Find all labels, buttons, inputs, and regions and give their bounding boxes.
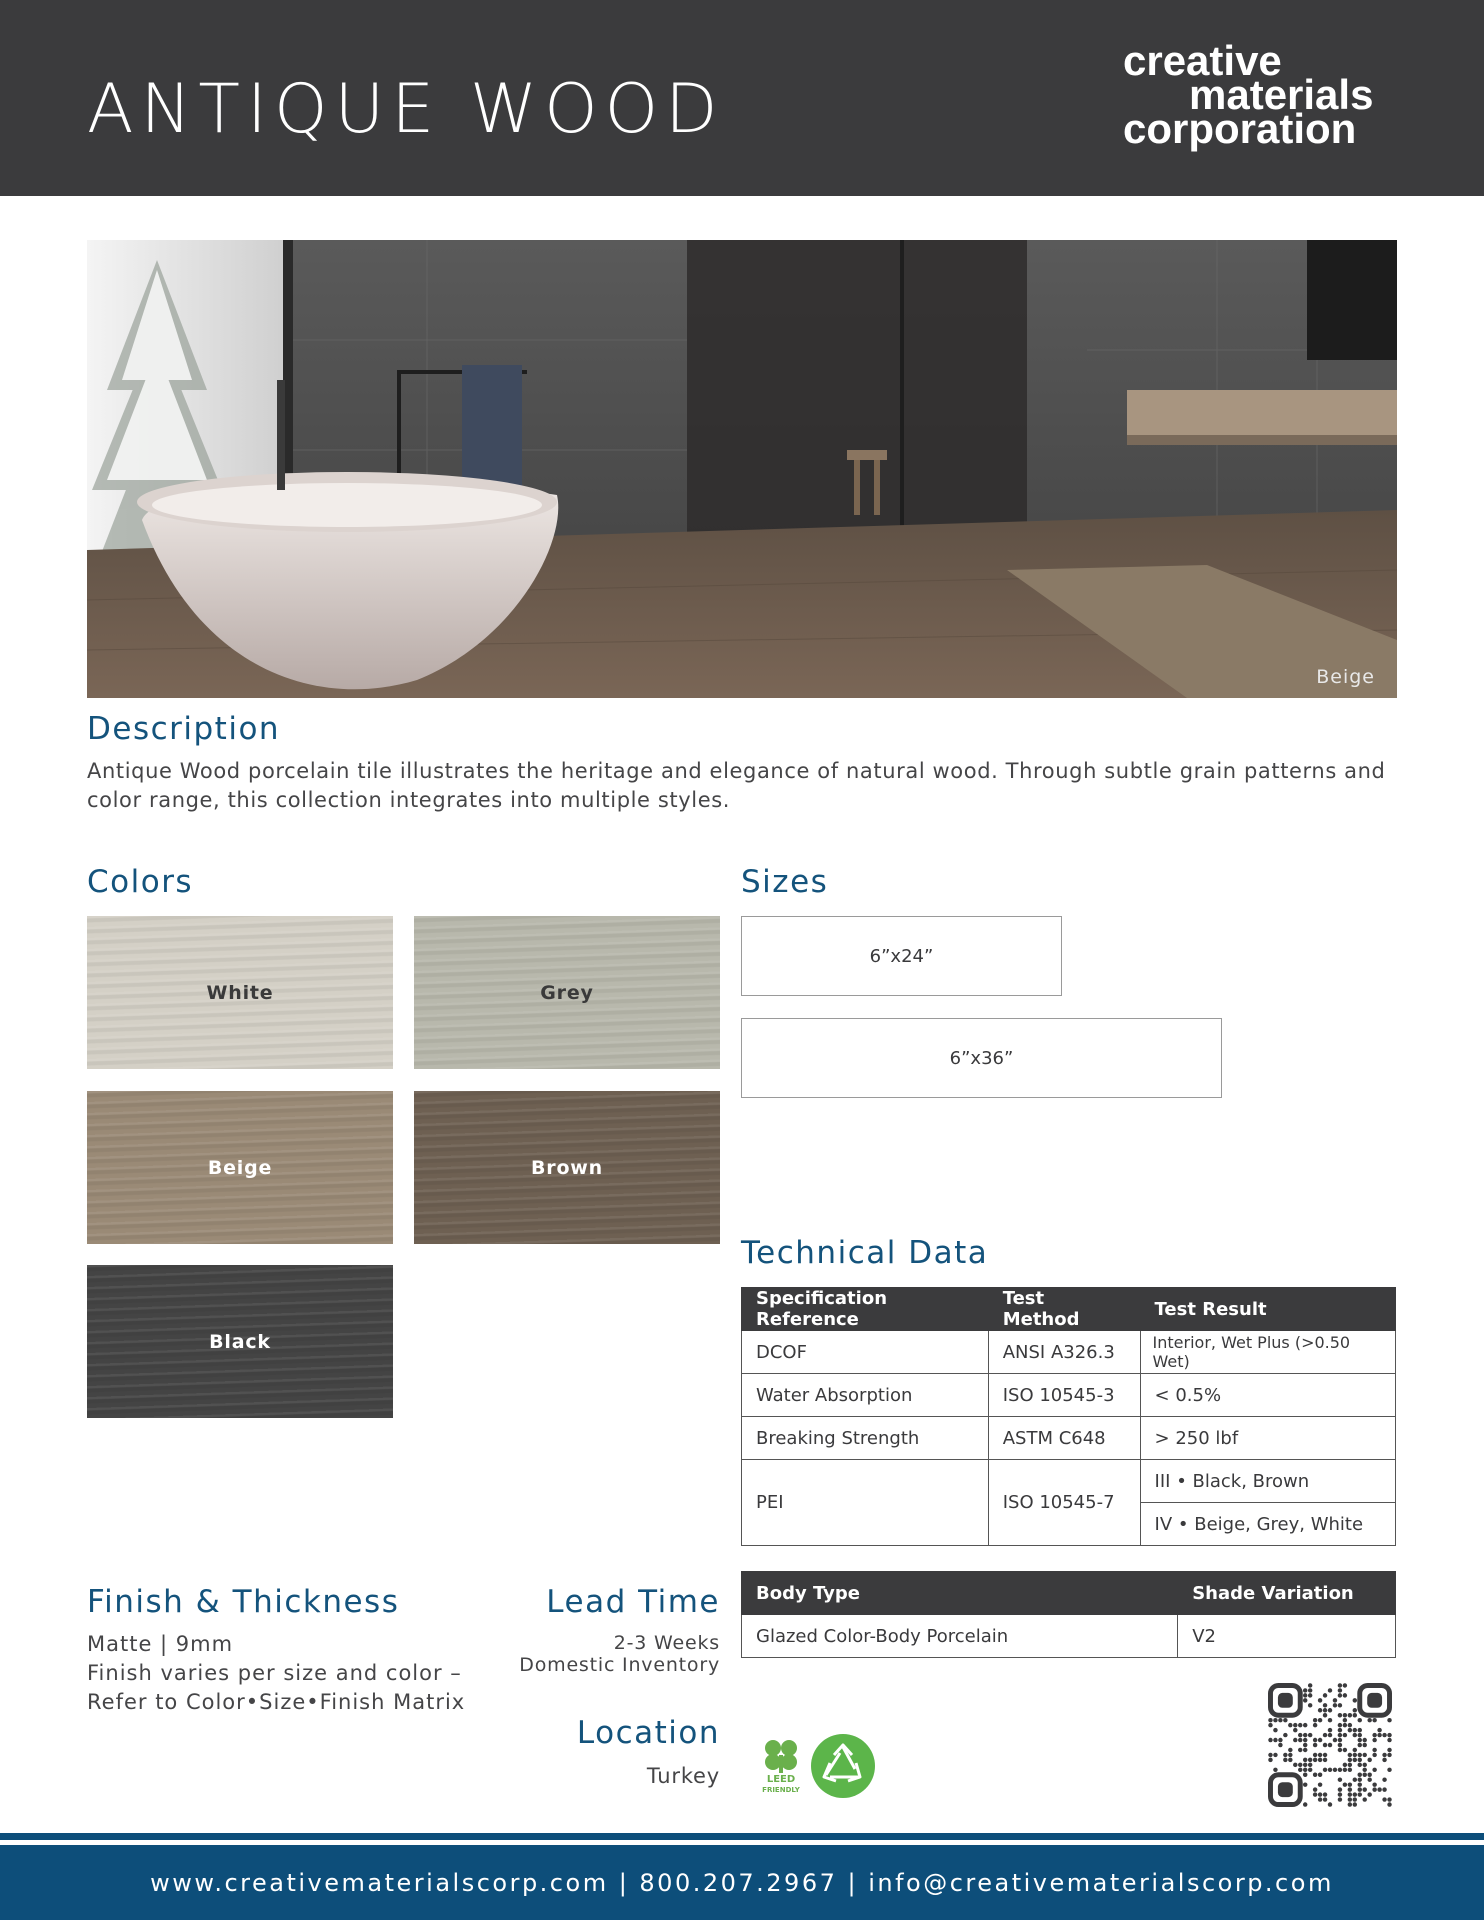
recycle-icon: [810, 1733, 876, 1799]
footer-divider: [0, 1833, 1484, 1840]
header-body-type: Body Type: [742, 1572, 1178, 1615]
technical-data-table: [741, 1287, 1396, 1546]
finish-thickness-title: Finish & Thickness: [87, 1584, 400, 1620]
color-label: Brown: [531, 1156, 603, 1179]
header-spec-reference: Specification Reference: [742, 1288, 989, 1331]
color-label: Grey: [540, 981, 594, 1004]
table-header-row: [742, 1288, 1396, 1331]
table-row: [742, 1331, 1396, 1374]
color-label: Black: [209, 1330, 271, 1353]
logo-line-materials: materials: [1189, 71, 1374, 118]
hero-illustration: [87, 240, 1397, 698]
logo-line-creative: creative: [1123, 37, 1282, 84]
product-title: ANTIQUE WOOD: [87, 70, 725, 149]
leed-text-line: LEED: [766, 1774, 796, 1785]
lead-time-line: 2-3 Weeks: [613, 1632, 720, 1654]
result-cell: Interior, Wet Plus (>0.50 Wet): [1140, 1331, 1395, 1374]
method-cell: ASTM C648: [988, 1417, 1140, 1460]
leed-text: [758, 1775, 804, 1795]
color-swatch-white: [87, 916, 393, 1069]
description-text: Antique Wood porcelain tile illustrates the heritage and elegance of natural wood. Through subtle grain patterns and color range, this collection integrates into multiple styles.: [87, 759, 1386, 812]
table-row: [742, 1615, 1396, 1658]
color-swatch-beige: [87, 1091, 393, 1244]
leed-friendly-icon: [758, 1735, 804, 1799]
result-cell: > 250 lbf: [1140, 1417, 1395, 1460]
description-title: Description: [87, 711, 281, 747]
hero-caption: Beige: [1316, 666, 1375, 688]
color-swatch-black: [87, 1265, 393, 1418]
lead-time-details: [460, 1632, 720, 1676]
shade-variation-cell: V2: [1178, 1615, 1396, 1658]
company-logo: [1120, 37, 1420, 152]
header-shade-variation: Shade Variation: [1178, 1572, 1396, 1615]
body-type-table: [741, 1571, 1396, 1658]
finish-line: Matte | 9mm: [87, 1632, 234, 1656]
location-title: Location: [576, 1715, 720, 1751]
header-test-result: Test Result: [1140, 1288, 1395, 1331]
result-cell: III • Black, Brown: [1140, 1460, 1395, 1503]
header-bar: [0, 0, 1484, 196]
location-value: Turkey: [646, 1764, 720, 1788]
result-cell: < 0.5%: [1140, 1374, 1395, 1417]
sizes-title: Sizes: [741, 864, 829, 900]
body-type-cell: Glazed Color-Body Porcelain: [742, 1615, 1178, 1658]
footer-contact-text: www.creativematerialscorp.com | 800.207.2967 | info@creativematerialscorp.com: [150, 1868, 1334, 1897]
table-row-pei: [742, 1460, 1396, 1503]
result-cell: IV • Beige, Grey, White: [1140, 1503, 1395, 1546]
finish-line: Finish varies per size and color –: [87, 1661, 462, 1685]
lead-time-title: Lead Time: [546, 1584, 720, 1620]
table-header-row: [742, 1572, 1396, 1615]
hero-bathroom-image: [87, 240, 1397, 698]
table-row: [742, 1417, 1396, 1460]
color-swatch-grey: [414, 916, 720, 1069]
header-test-method: Test Method: [988, 1288, 1140, 1331]
color-label: Beige: [207, 1156, 273, 1179]
color-label: White: [206, 981, 274, 1004]
logo-line-corporation: corporation: [1123, 105, 1357, 152]
spec-cell: Water Absorption: [742, 1374, 989, 1417]
technical-data-title: Technical Data: [741, 1235, 989, 1271]
method-cell: ANSI A326.3: [988, 1331, 1140, 1374]
size-box-6x36: 6”x36”: [741, 1018, 1222, 1098]
spec-cell: PEI: [742, 1460, 989, 1546]
lead-time-line: Domestic Inventory: [519, 1654, 720, 1676]
finish-line: Refer to Color•Size•Finish Matrix: [87, 1690, 466, 1714]
footer-bar: [0, 1845, 1484, 1920]
spec-cell: Breaking Strength: [742, 1417, 989, 1460]
leed-text-line: FRIENDLY: [762, 1786, 800, 1794]
spec-cell: DCOF: [742, 1331, 989, 1374]
size-box-6x24: 6”x24”: [741, 916, 1062, 996]
color-swatch-brown: [414, 1091, 720, 1244]
table-row: [742, 1374, 1396, 1417]
method-cell: ISO 10545-7: [988, 1460, 1140, 1546]
qr-code-icon: [1268, 1683, 1392, 1807]
colors-title: Colors: [87, 864, 194, 900]
method-cell: ISO 10545-3: [988, 1374, 1140, 1417]
finish-details: [87, 1630, 507, 1717]
